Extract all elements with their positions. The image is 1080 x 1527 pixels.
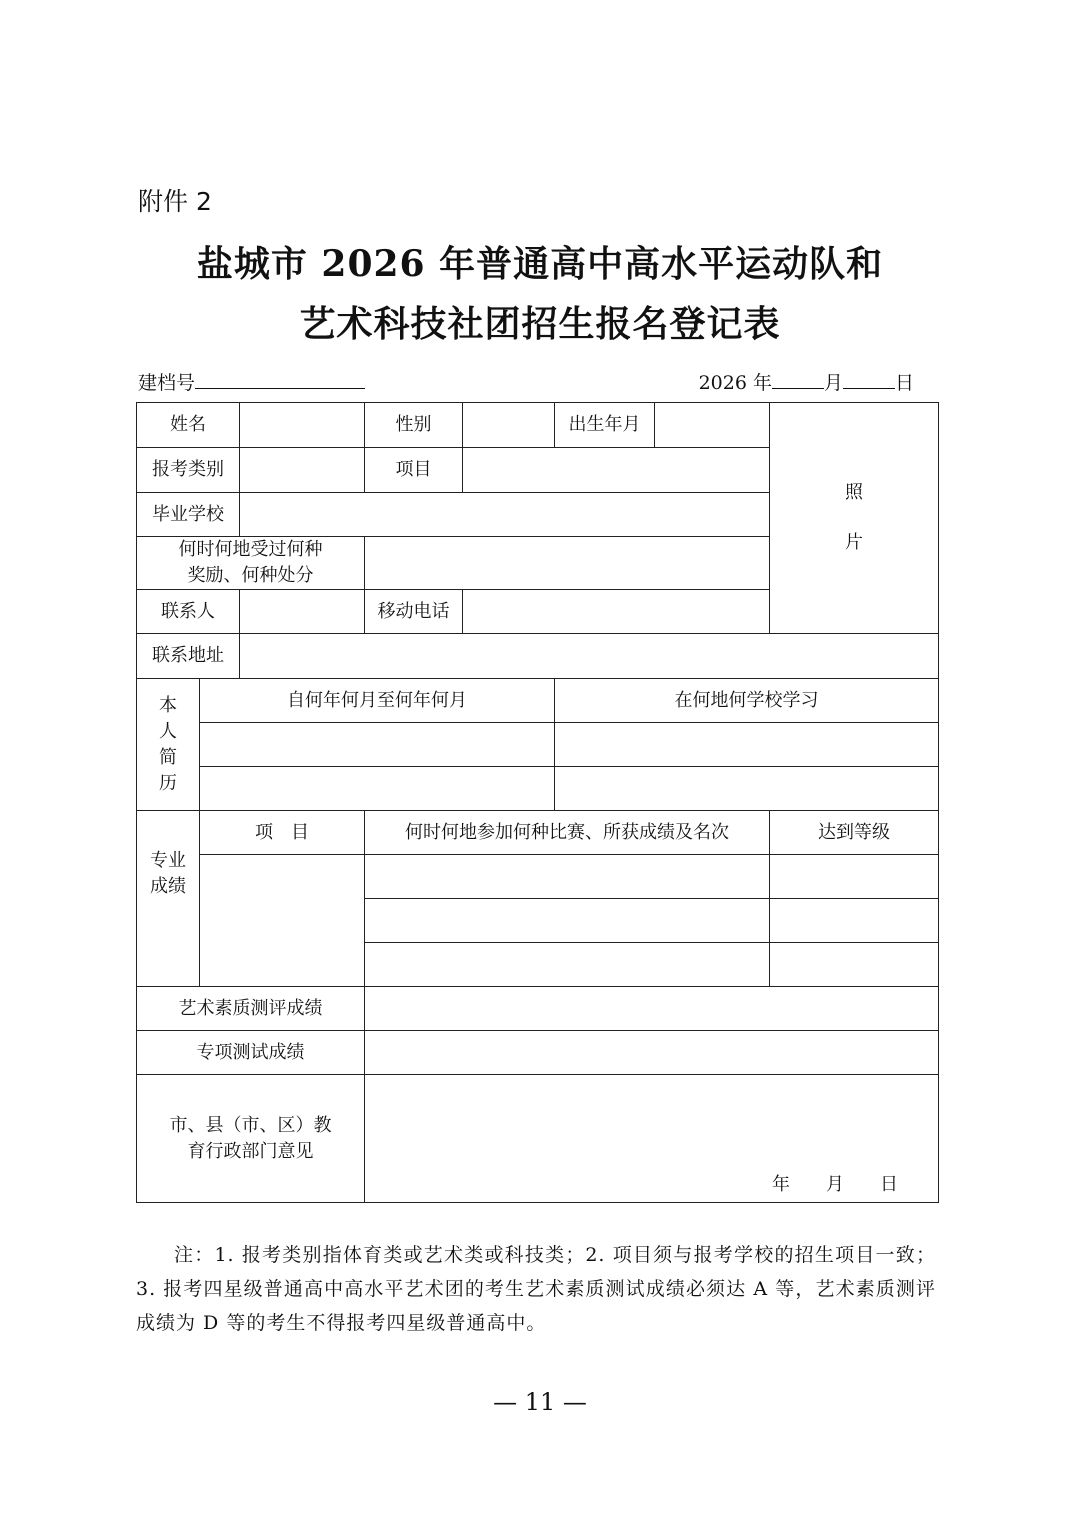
file-number-blank: [195, 370, 365, 389]
gender-field[interactable]: [463, 403, 555, 448]
school-label: 毕业学校: [137, 493, 240, 537]
perf-label: [137, 811, 200, 987]
registration-form: [136, 402, 939, 1203]
perf-level-field[interactable]: [770, 899, 939, 943]
name-label: 姓名: [137, 403, 240, 448]
perf-label-line2: 成绩: [150, 875, 186, 897]
page-number: — 11 —: [493, 1388, 587, 1416]
project-field[interactable]: [463, 448, 770, 493]
art-score-field[interactable]: [365, 987, 939, 1031]
attachment-label: 附件 2: [138, 187, 212, 216]
award-label-line1: 何时何地受过何种: [178, 539, 323, 560]
photo-label-1: 照: [845, 482, 863, 503]
perf-label-line1: 专业: [150, 849, 186, 871]
art-score-label: 艺术素质测评成绩: [137, 987, 365, 1031]
resume-school-field[interactable]: [555, 723, 939, 767]
form-date: [699, 368, 914, 395]
perf-competition-header: 何时何地参加何种比赛、所获成绩及名次: [365, 811, 770, 855]
gender-label: 性别: [365, 403, 463, 448]
project-label: 项目: [365, 448, 463, 493]
opinion-label: [137, 1075, 365, 1203]
form-title-line2: 艺术科技社团招生报名登记表: [299, 303, 781, 345]
phone-label: 移动电话: [365, 590, 463, 634]
perf-competition-field[interactable]: [365, 899, 770, 943]
resume-period-field[interactable]: [200, 723, 555, 767]
birth-field[interactable]: [655, 403, 770, 448]
file-number: [138, 368, 365, 395]
address-label: 联系地址: [137, 634, 240, 679]
date-month: 月: [823, 372, 843, 394]
resume-school-header: 在何地何学校学习: [555, 679, 939, 723]
award-label-line2: 奖励、何种处分: [187, 565, 314, 586]
perf-level-field[interactable]: [770, 855, 939, 899]
date-day: 日: [894, 372, 914, 394]
photo-box[interactable]: [770, 403, 939, 634]
resume-period-header: 自何年何月至何年何月: [200, 679, 555, 723]
category-field[interactable]: [240, 448, 365, 493]
school-field[interactable]: [240, 493, 770, 537]
opinion-label-line1: 市、县（市、区）教: [169, 1114, 332, 1136]
perf-competition-field[interactable]: [365, 855, 770, 899]
name-field[interactable]: [240, 403, 365, 448]
perf-project-header: 项 目: [200, 811, 365, 855]
birth-label: 出生年月: [555, 403, 655, 448]
file-number-label: 建档号: [138, 372, 196, 394]
award-label: [137, 537, 365, 590]
contact-label: 联系人: [137, 590, 240, 634]
perf-level-header: 达到等级: [770, 811, 939, 855]
award-field[interactable]: [365, 537, 770, 590]
opinion-field[interactable]: [365, 1075, 939, 1203]
opinion-label-line2: 育行政部门意见: [187, 1140, 314, 1162]
perf-level-field[interactable]: [770, 943, 939, 987]
special-test-field[interactable]: [365, 1031, 939, 1075]
form-title-line1: 盐城市 2026 年普通高中高水平运动队和: [196, 243, 884, 285]
photo-label-2: 片: [845, 532, 863, 553]
contact-field[interactable]: [240, 590, 365, 634]
resume-label: 本 人 简 历: [137, 679, 200, 811]
resume-period-field[interactable]: [200, 767, 555, 811]
perf-competition-field[interactable]: [365, 943, 770, 987]
resume-school-field[interactable]: [555, 767, 939, 811]
footnote: 注：1. 报考类别指体育类或艺术类或科技类；2. 项目须与报考学校的招生项目一致；3. 报考四星级普通高中高水平艺术团的考生艺术素质测试成绩必须达 A 等，艺术素质测评成绩为 D 等的考生不得报考四星级普通高中。: [136, 1244, 936, 1334]
address-field[interactable]: [240, 634, 939, 679]
opinion-date: 年 月 日: [772, 1174, 898, 1195]
category-label: 报考类别: [137, 448, 240, 493]
special-test-label: 专项测试成绩: [137, 1031, 365, 1075]
phone-field[interactable]: [463, 590, 770, 634]
date-year: 2026 年: [698, 372, 772, 394]
perf-project-field[interactable]: [200, 855, 365, 987]
